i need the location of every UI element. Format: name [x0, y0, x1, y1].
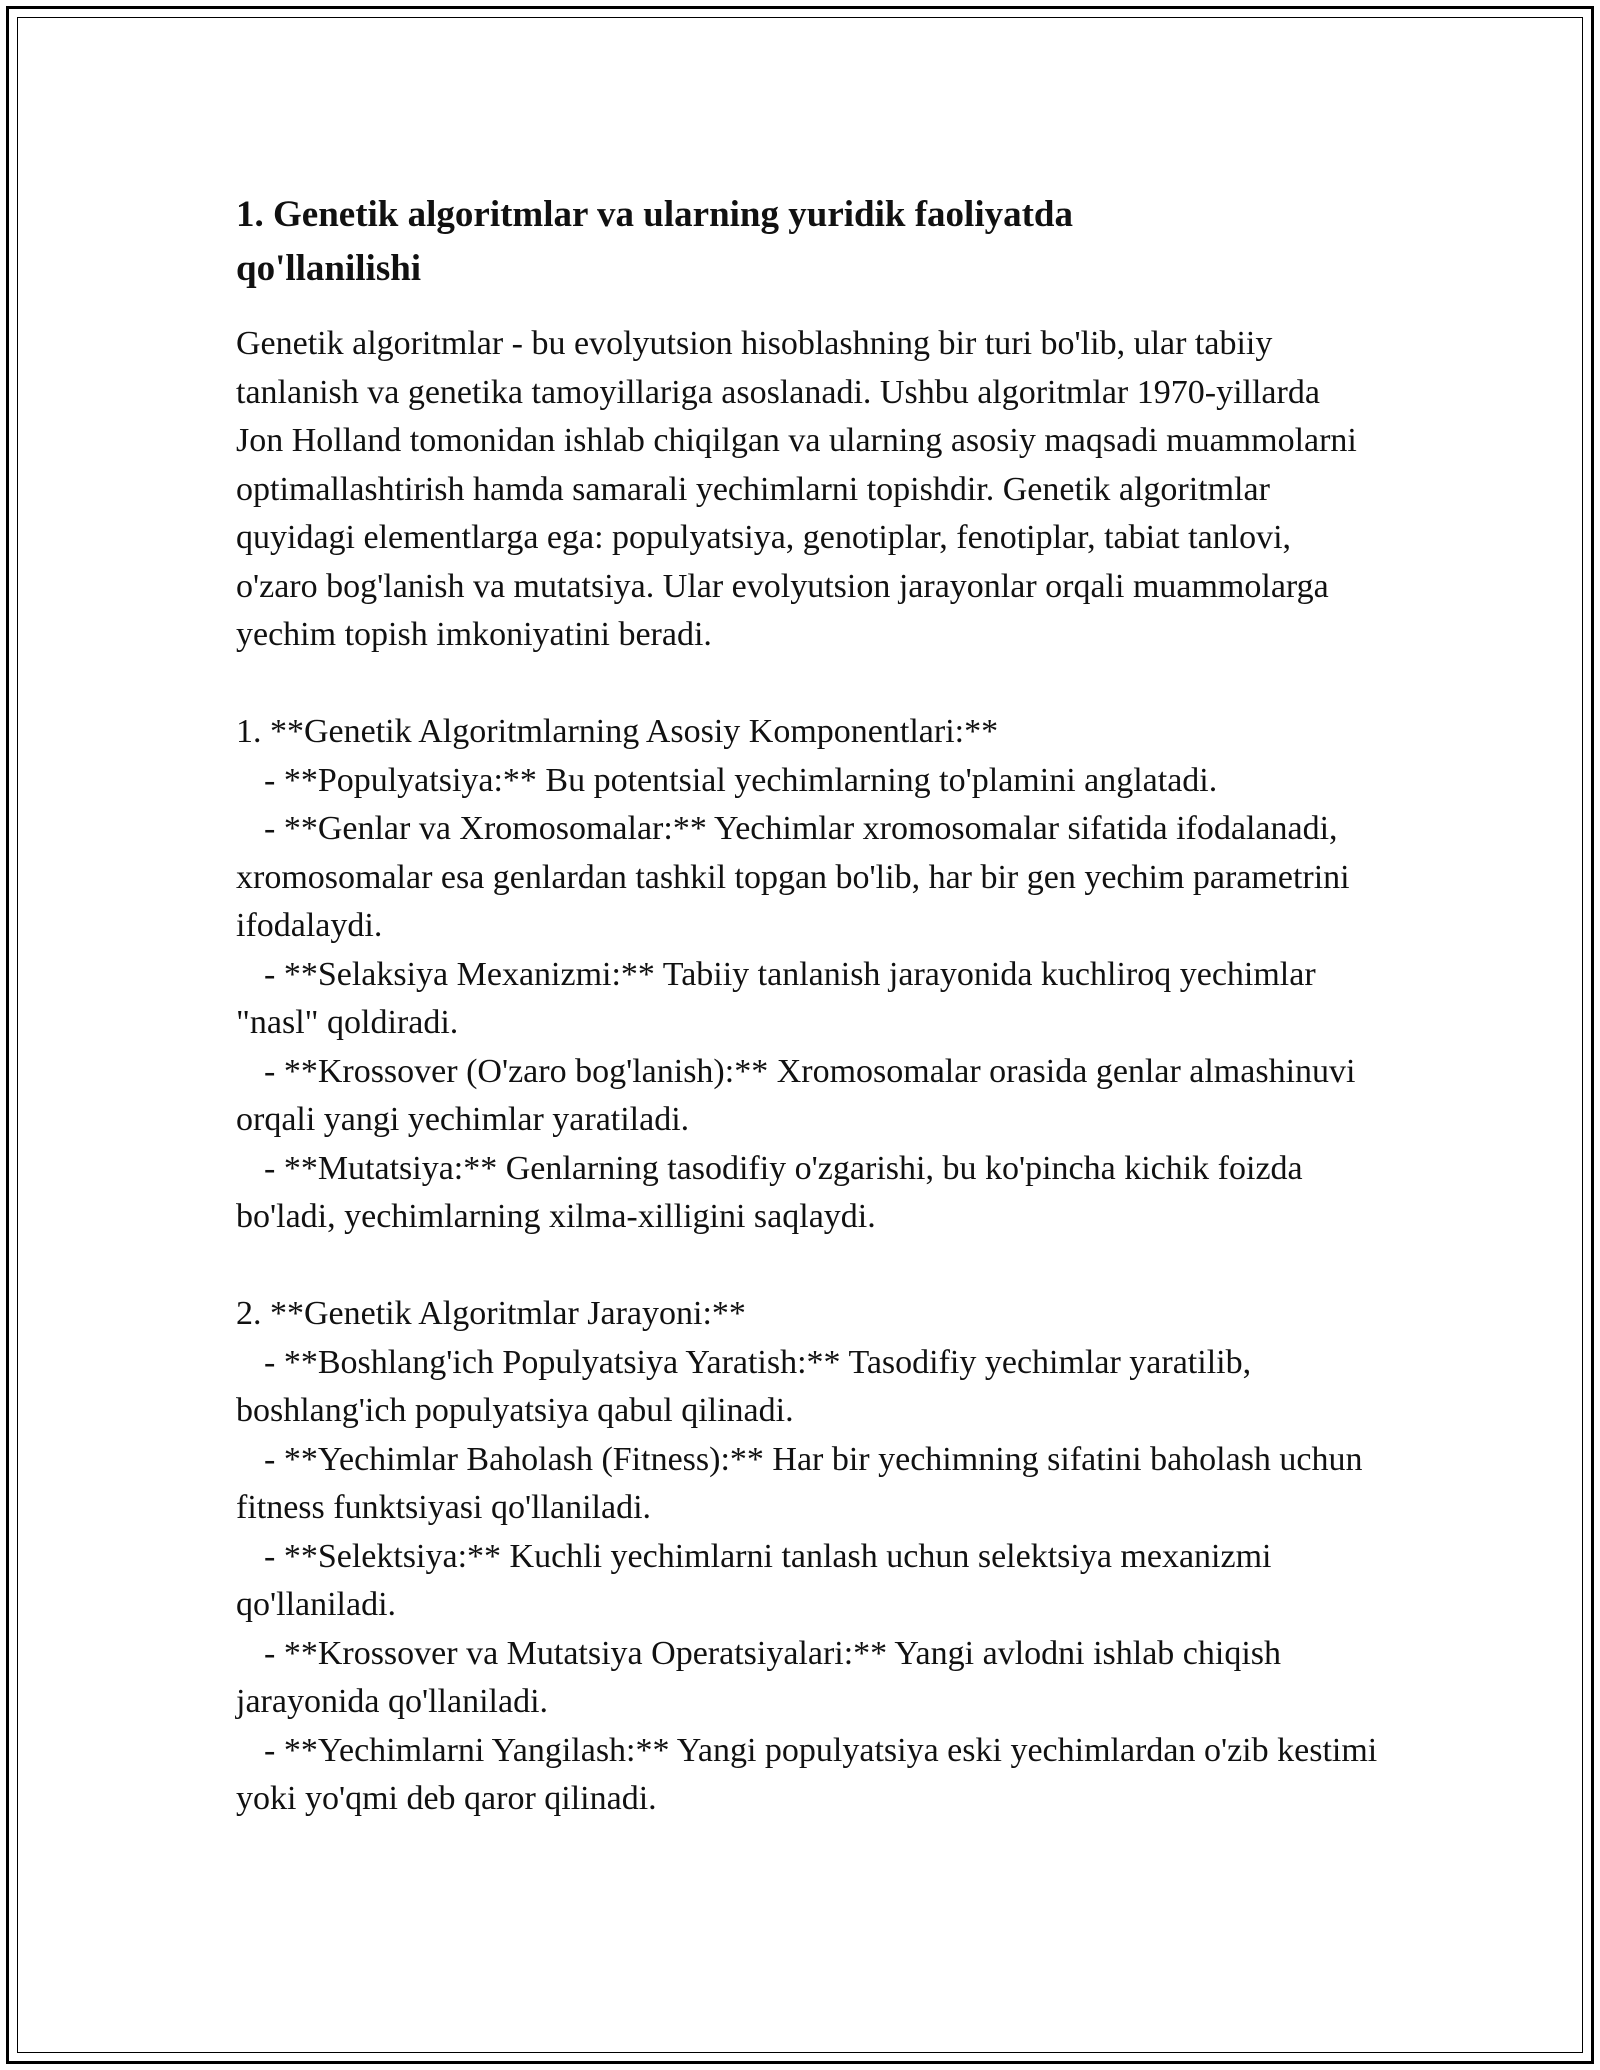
- section-title: 2. **Genetik Algoritmlar Jarayoni:**: [236, 1295, 746, 1332]
- document-body: [236, 188, 1386, 1824]
- spacer: [236, 1242, 1386, 1291]
- section-process: [236, 1290, 1386, 1824]
- section-title: 1. **Genetik Algoritmlarning Asosiy Komponentlari:**: [236, 713, 999, 750]
- list-item: - **Krossover (O'zaro bog'lanish):** Xromosomalar orasida genlar almashinuvi orqali yangi yechimlar yaratiladi.: [236, 1052, 1356, 1138]
- page-title: 1. Genetik algoritmlar va ularning yuridik faoliyatda qo'llanilishi: [236, 194, 1073, 289]
- list-item: - **Selaksiya Mexanizmi:** Tabiiy tanlanish jarayonida kuchliroq yechimlar "nasl" qoldiradi.: [236, 955, 1316, 1041]
- list-item: - **Genlar va Xromosomalar:** Yechimlar xromosomalar sifatida ifodalanadi, xromosomalar esa genlardan tashkil topgan bo'lib, har bir gen yechim parametrini ifodalaydi.: [236, 810, 1350, 944]
- list-item: - **Mutatsiya:** Genlarning tasodifiy o'zgarishi, bu ko'pincha kichik foizda bo'ladi, yechimlarning xilma-xilligini saqlaydi.: [236, 1149, 1303, 1235]
- list-item: - **Boshlang'ich Populyatsiya Yaratish:** Tasodifiy yechimlar yaratilib, boshlang'ich populyatsiya qabul qilinadi.: [236, 1343, 1252, 1429]
- section-components: [236, 708, 1386, 1242]
- list-item: - **Yechimlar Baholash (Fitness):** Har bir yechimning sifatini baholash uchun fitness funktsiyasi qo'llaniladi.: [236, 1440, 1363, 1526]
- list-item: - **Yechimlarni Yangilash:** Yangi populyatsiya eski yechimlardan o'zib kestimi yoki yo'qmi deb qaror qilinadi.: [236, 1731, 1378, 1817]
- spacer: [236, 660, 1386, 709]
- list-item: - **Selektsiya:** Kuchli yechimlarni tanlash uchun selektsiya mexanizmi qo'llaniladi.: [236, 1537, 1272, 1623]
- list-item: - **Krossover va Mutatsiya Operatsiyalari:** Yangi avlodni ishlab chiqish jarayonida qo'llaniladi.: [236, 1634, 1282, 1720]
- intro-paragraph: Genetik algoritmlar - bu evolyutsion hisoblashning bir turi bo'lib, ular tabiiy tanlanish va genetika tamoyillariga asoslanadi. Ushbu algoritmlar 1970-yillarda Jon Holland tomonidan ishlab chiqilgan va ularning asosiy maqsadi muammolarni optimallashtirish hamda samarali yechimlarni topishdir. Genetik algoritmlar quyidagi elementlarga ega: populyatsiya, genotiplar, fenotiplar, tabiat tanlovi, o'zaro bog'lanish va mutatsiya. Ular evolyutsion jarayonlar orqali muammolarga yechim topish imkoniyatini beradi.: [236, 325, 1357, 653]
- list-item: - **Populyatsiya:** Bu potentsial yechimlarning to'plamini anglatadi.: [264, 761, 1218, 799]
